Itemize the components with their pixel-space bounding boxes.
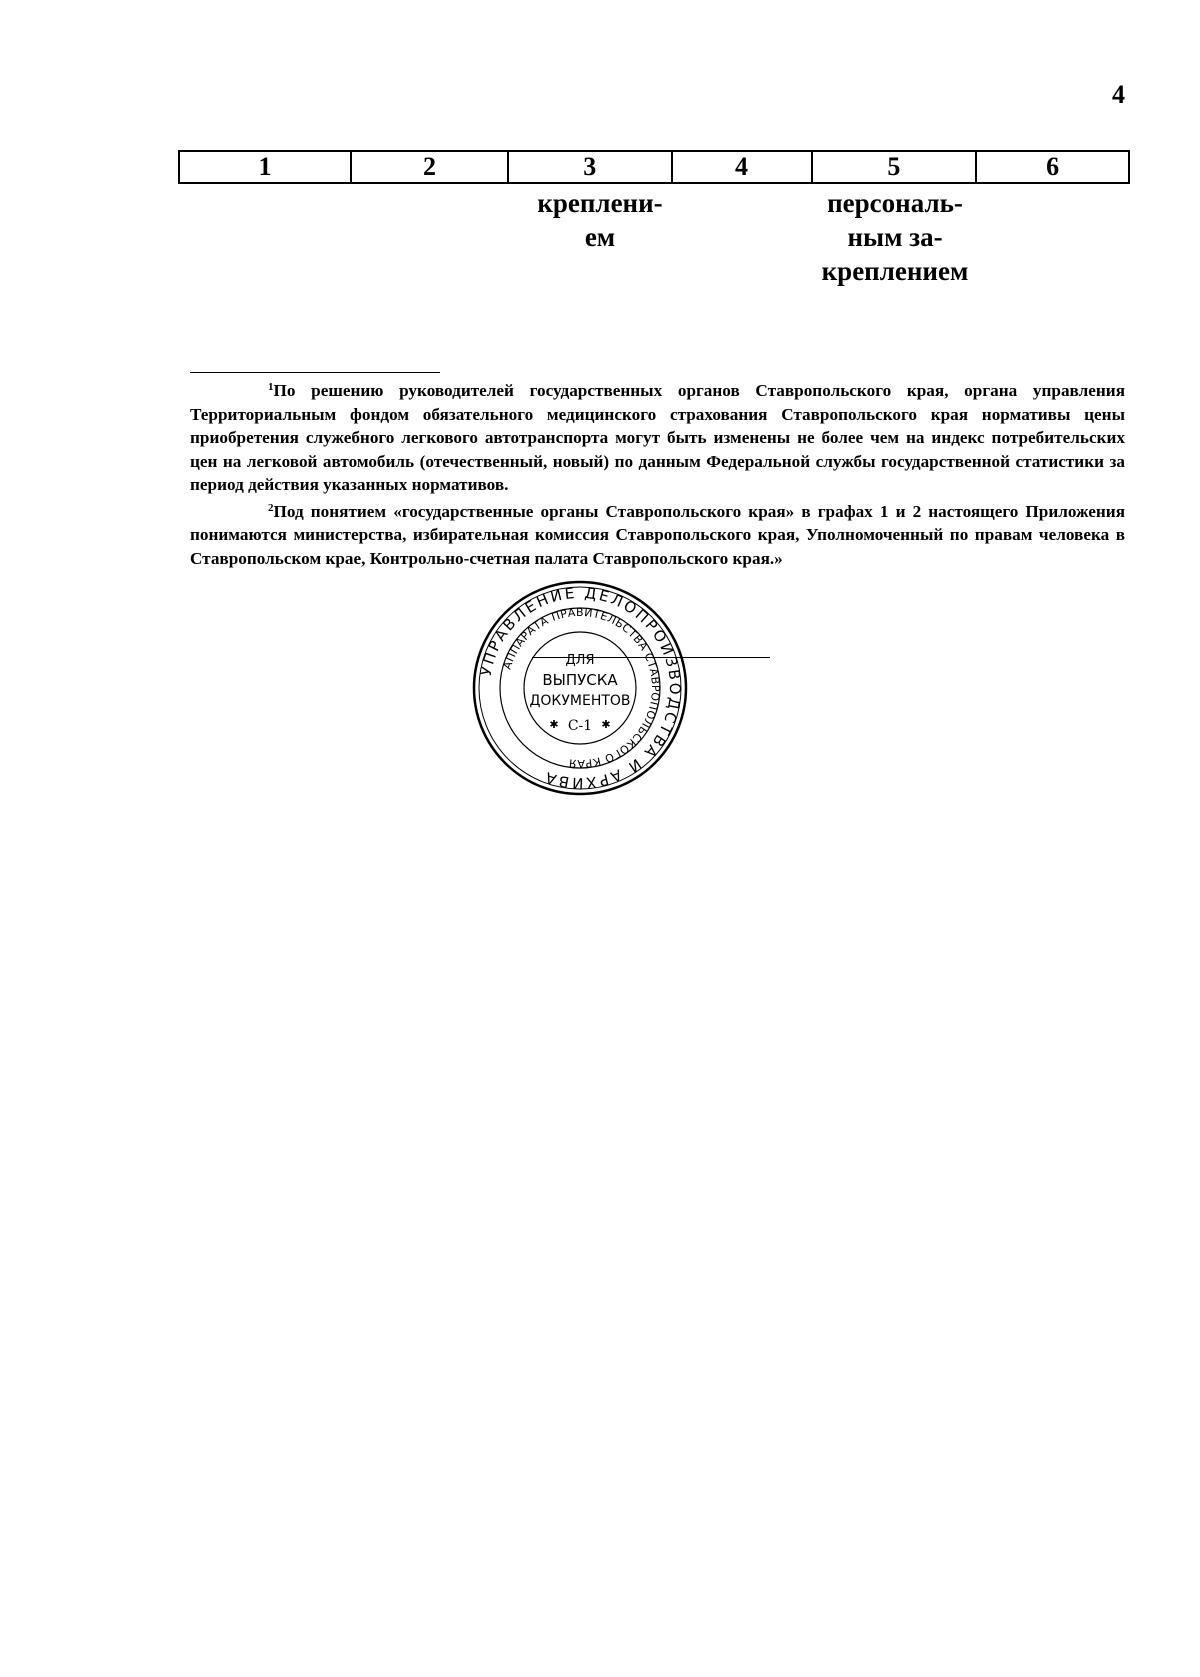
stamp-center-line-3: ДОКУМЕНТОВ — [529, 693, 631, 709]
table-header-row — [179, 151, 1129, 183]
footnote-2 — [190, 497, 1125, 571]
footnote-2-text: Под понятием «государственные органы Ставропольского края» в графах 1 и 2 настоящего Приложения понимаются министерства, избирательная комиссия Ставропольского края, Уполномоченный по правам человека в Ставропольском крае, Контрольно-счетная палата Ставропольского края.» — [190, 501, 1125, 568]
stamp-center-line-1: ДЛЯ — [565, 653, 595, 668]
column-header-3: 3 — [508, 151, 671, 183]
column-5-continuation: персональ- ным за- креплением — [821, 188, 969, 286]
footnote-2-mark: 2 — [268, 501, 274, 514]
stamp-outer-text: УПРАВЛЕНИЕ ДЕЛОПРОИЗВОДСТВА И АРХИВА — [476, 583, 685, 793]
footnote-1-mark: 1 — [268, 381, 274, 393]
footnotes — [190, 376, 1125, 570]
stamp-inner-text: АППАРАТА ПРАВИТЕЛЬСТВА СТАВРОПОЛЬСКОГО КРАЯ — [500, 605, 663, 771]
column-header-2: 2 — [351, 151, 508, 183]
footnote-1-text: По решению руководителей государственных органов Ставропольского края, органа управления Территориальным фондом обязательного медицинского страхования Ставропольского края нормативы цены приобретения служебного легкового автотранспорта могут быть изменены не более чем на индекс потребительских цен на легковой автомобиль (отечественный, новый) по данным Федеральной службы государственной статистики за период действия указанных нормативов. — [190, 381, 1125, 494]
page-number: 4 — [1112, 80, 1125, 109]
footnote-separator — [190, 372, 440, 373]
stamp-code: С-1 — [567, 718, 593, 734]
signature-line — [532, 657, 770, 658]
stamp-star-right-icon: ✱ — [601, 718, 611, 731]
column-header-6: 6 — [976, 151, 1129, 183]
column-header-5: 5 — [812, 151, 977, 183]
column-header-4: 4 — [672, 151, 812, 183]
stamp-star-left-icon: ✱ — [549, 718, 559, 731]
footnote-1 — [190, 376, 1125, 497]
official-stamp — [470, 578, 690, 798]
stamp-center-line-2: ВЫПУСКА — [542, 671, 618, 689]
column-header-1: 1 — [179, 151, 351, 183]
column-number-table — [178, 150, 1130, 184]
column-3-continuation: креплени- ем — [537, 188, 663, 252]
